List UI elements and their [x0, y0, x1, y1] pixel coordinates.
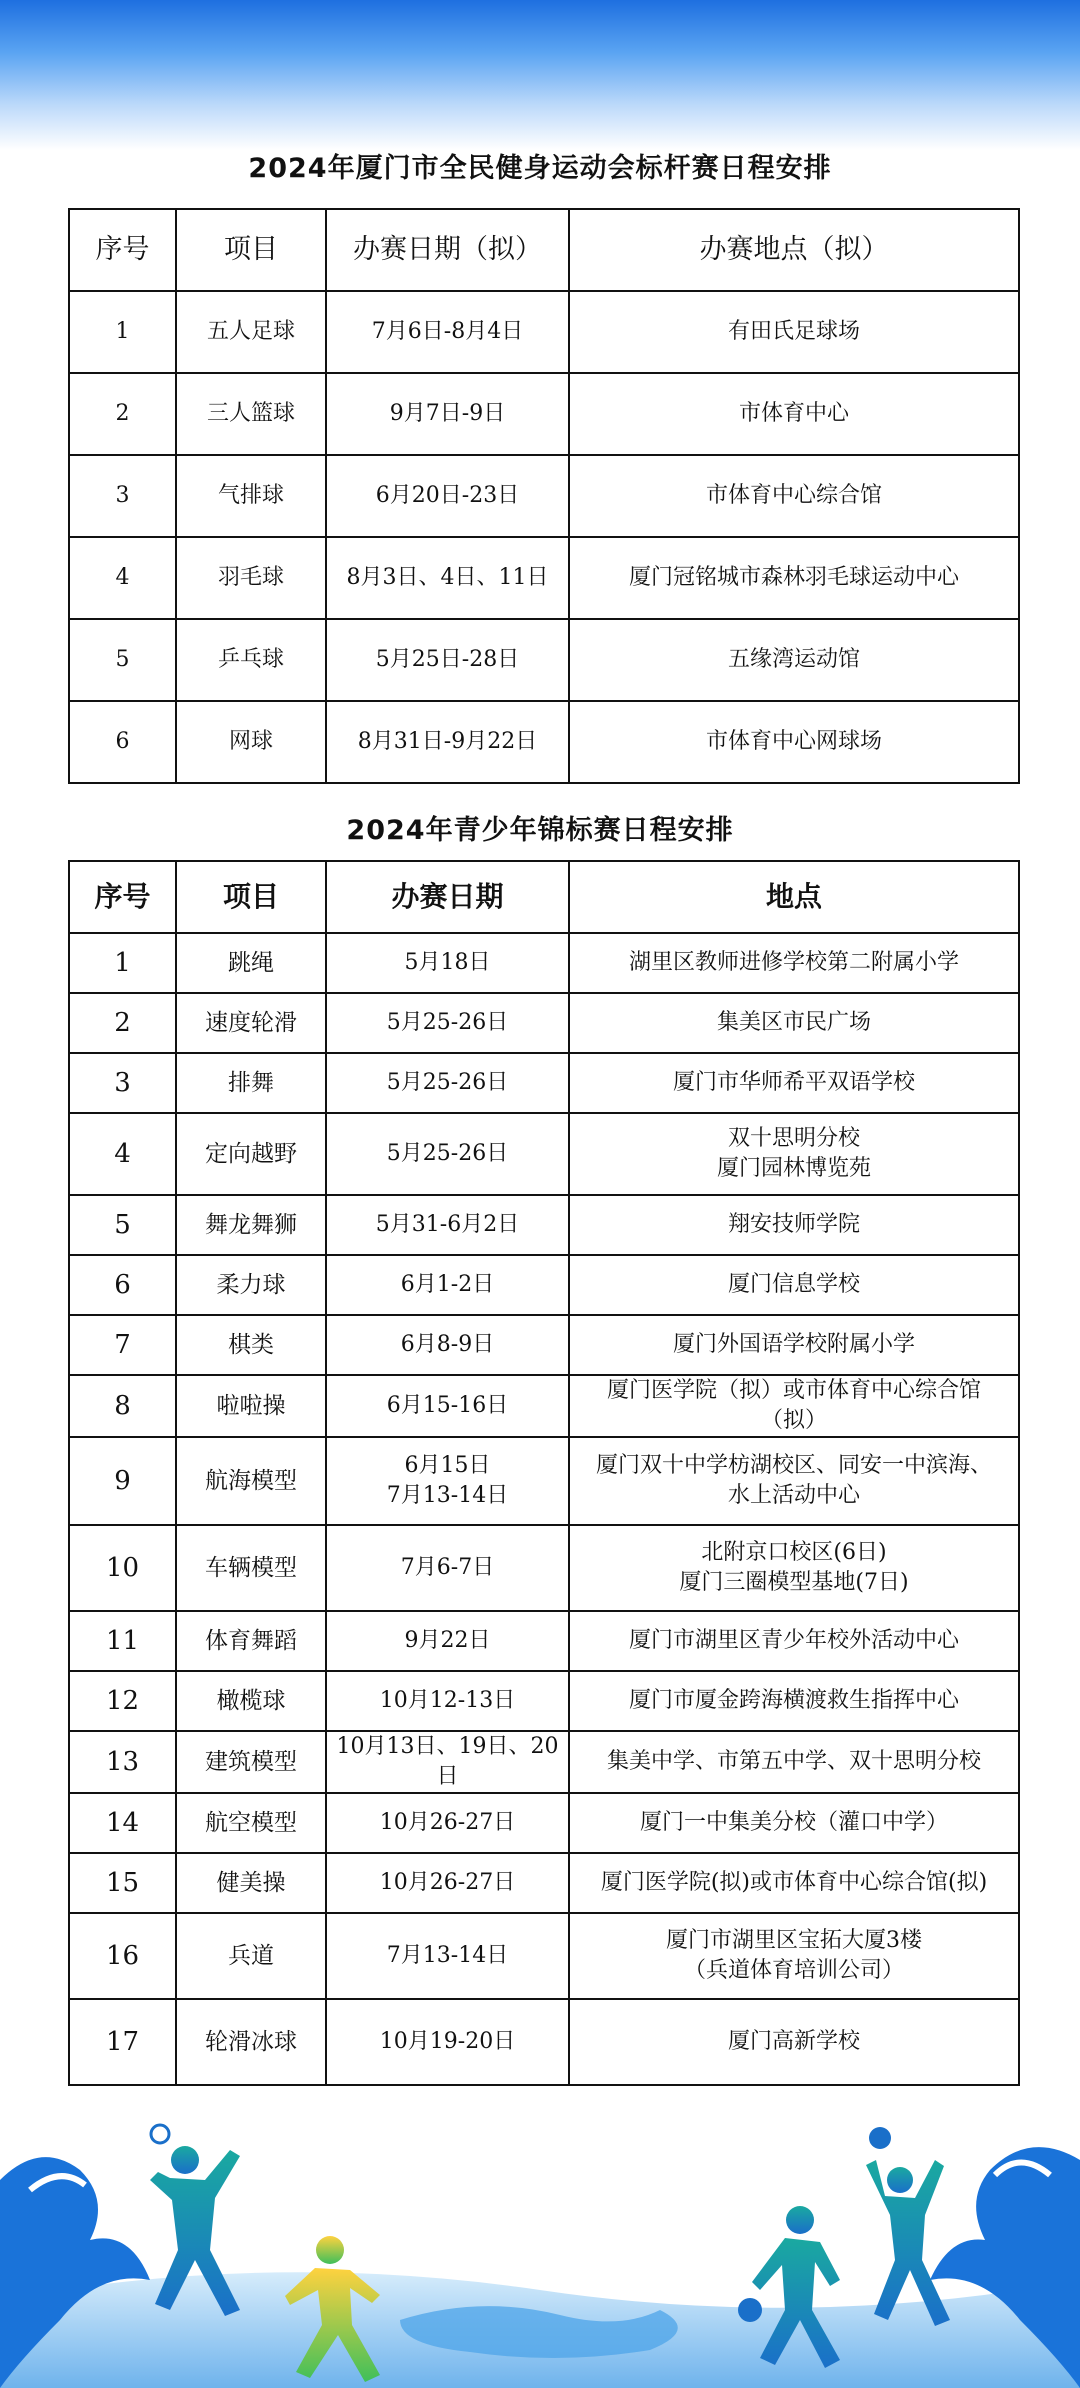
cell-index: 5: [69, 1195, 176, 1255]
volleyball-icon: [869, 2127, 891, 2149]
cell-event: 棋类: [176, 1315, 326, 1375]
table-row: [69, 1053, 1019, 1113]
cell-event: 健美操: [176, 1853, 326, 1913]
table-row: [69, 1113, 1019, 1195]
cell-index: 10: [69, 1525, 176, 1611]
cell-date: 5月25-26日: [326, 1113, 569, 1195]
cell-event: 轮滑冰球: [176, 1999, 326, 2085]
table-row: [69, 1731, 1019, 1793]
cell-date: 5月25日-28日: [326, 619, 569, 701]
table-row: [69, 1611, 1019, 1671]
cell-event: 航海模型: [176, 1437, 326, 1525]
cell-date: 6月1-2日: [326, 1255, 569, 1315]
cell-index: 1: [69, 291, 176, 373]
header-event: 项目: [176, 861, 326, 933]
cell-date: 10月13日、19日、20日: [326, 1731, 569, 1793]
table-row: [69, 993, 1019, 1053]
shuttlecock-icon: [151, 2125, 169, 2143]
cell-index: 2: [69, 373, 176, 455]
cell-index: 4: [69, 537, 176, 619]
cell-date: 6月8-9日: [326, 1315, 569, 1375]
table-row: [69, 1315, 1019, 1375]
cell-venue: 有田氏足球场: [569, 291, 1019, 373]
cell-index: 11: [69, 1611, 176, 1671]
cell-date: 10月12-13日: [326, 1671, 569, 1731]
schedule-table-benchmark: [68, 208, 1020, 784]
table-row: [69, 933, 1019, 993]
cell-date: 6月15日 7月13-14日: [326, 1437, 569, 1525]
cell-date: 9月7日-9日: [326, 373, 569, 455]
cell-date: 9月22日: [326, 1611, 569, 1671]
cell-index: 6: [69, 1255, 176, 1315]
cell-venue: 集美中学、市第五中学、双十思明分校: [569, 1731, 1019, 1793]
header-event: 项目: [176, 209, 326, 291]
cell-date: 8月3日、4日、11日: [326, 537, 569, 619]
cell-index: 2: [69, 993, 176, 1053]
cell-venue: 厦门医学院（拟）或市体育中心综合馆 （拟）: [569, 1375, 1019, 1437]
cell-index: 17: [69, 1999, 176, 2085]
cell-venue: 厦门冠铭城市森林羽毛球运动中心: [569, 537, 1019, 619]
cell-event: 乒乓球: [176, 619, 326, 701]
table-row: [69, 1437, 1019, 1525]
cell-event: 啦啦操: [176, 1375, 326, 1437]
cell-event: 五人足球: [176, 291, 326, 373]
table-row: [69, 1853, 1019, 1913]
table-row: [69, 1793, 1019, 1853]
cell-venue: 翔安技师学院: [569, 1195, 1019, 1255]
cell-date: 10月26-27日: [326, 1793, 569, 1853]
header-index: 序号: [69, 209, 176, 291]
header-venue: 办赛地点（拟）: [569, 209, 1019, 291]
basketball-icon: [738, 2298, 762, 2322]
cell-index: 1: [69, 933, 176, 993]
cell-venue: 五缘湾运动馆: [569, 619, 1019, 701]
cell-venue: 市体育中心: [569, 373, 1019, 455]
cell-event: 跳绳: [176, 933, 326, 993]
cell-venue: 厦门双十中学枋湖校区、同安一中滨海、 水上活动中心: [569, 1437, 1019, 1525]
cell-date: 5月31-6月2日: [326, 1195, 569, 1255]
table-row: [69, 537, 1019, 619]
cell-date: 5月25-26日: [326, 993, 569, 1053]
table-row: [69, 619, 1019, 701]
cell-index: 9: [69, 1437, 176, 1525]
cell-event: 气排球: [176, 455, 326, 537]
cell-venue: 厦门市湖里区宝拓大厦3楼 （兵道体育培训公司）: [569, 1913, 1019, 1999]
cell-date: 7月6-7日: [326, 1525, 569, 1611]
table-row: [69, 455, 1019, 537]
cell-event: 三人篮球: [176, 373, 326, 455]
cell-event: 兵道: [176, 1913, 326, 1999]
cell-venue: 厦门一中集美分校（灌口中学）: [569, 1793, 1019, 1853]
cell-event: 舞龙舞狮: [176, 1195, 326, 1255]
table-row: [69, 1525, 1019, 1611]
cell-venue: 双十思明分校 厦门园林博览苑: [569, 1113, 1019, 1195]
cell-date: 7月6日-8月4日: [326, 291, 569, 373]
table-row: [69, 1913, 1019, 1999]
cell-event: 网球: [176, 701, 326, 783]
header-venue: 地点: [569, 861, 1019, 933]
cell-venue: 集美区市民广场: [569, 993, 1019, 1053]
table-header-row: [69, 861, 1019, 933]
cell-index: 3: [69, 455, 176, 537]
cell-date: 10月19-20日: [326, 1999, 569, 2085]
cell-index: 13: [69, 1731, 176, 1793]
cell-date: 8月31日-9月22日: [326, 701, 569, 783]
cell-index: 4: [69, 1113, 176, 1195]
cell-date: 5月25-26日: [326, 1053, 569, 1113]
header-index: 序号: [69, 861, 176, 933]
cell-event: 建筑模型: [176, 1731, 326, 1793]
cell-date: 5月18日: [326, 933, 569, 993]
cell-date: 10月26-27日: [326, 1853, 569, 1913]
cell-venue: 市体育中心网球场: [569, 701, 1019, 783]
cell-venue: 厦门市厦金跨海横渡救生指挥中心: [569, 1671, 1019, 1731]
cell-index: 7: [69, 1315, 176, 1375]
cell-venue: 厦门高新学校: [569, 1999, 1019, 2085]
cell-event: 排舞: [176, 1053, 326, 1113]
cell-venue: 厦门市湖里区青少年校外活动中心: [569, 1611, 1019, 1671]
table-row: [69, 1375, 1019, 1437]
table-row: [69, 1255, 1019, 1315]
cell-index: 3: [69, 1053, 176, 1113]
cell-event: 体育舞蹈: [176, 1611, 326, 1671]
cell-venue: 市体育中心综合馆: [569, 455, 1019, 537]
cell-index: 8: [69, 1375, 176, 1437]
table-row: [69, 701, 1019, 783]
cell-event: 橄榄球: [176, 1671, 326, 1731]
cell-date: 7月13-14日: [326, 1913, 569, 1999]
footer-sports-illustration: [0, 2120, 1080, 2388]
cell-event: 航空模型: [176, 1793, 326, 1853]
cell-event: 柔力球: [176, 1255, 326, 1315]
cell-event: 车辆模型: [176, 1525, 326, 1611]
cell-date: 6月20日-23日: [326, 455, 569, 537]
cell-event: 速度轮滑: [176, 993, 326, 1053]
schedule-table-youth: [68, 860, 1020, 2086]
table-row: [69, 291, 1019, 373]
header-date: 办赛日期（拟）: [326, 209, 569, 291]
cell-event: 定向越野: [176, 1113, 326, 1195]
cell-date: 6月15-16日: [326, 1375, 569, 1437]
top-gradient-band: [0, 0, 1080, 150]
section2-title: 2024年青少年锦标赛日程安排: [346, 815, 734, 846]
cell-index: 14: [69, 1793, 176, 1853]
cell-venue: 厦门外国语学校附属小学: [569, 1315, 1019, 1375]
cell-index: 16: [69, 1913, 176, 1999]
cell-index: 6: [69, 701, 176, 783]
cell-venue: 北附京口校区(6日) 厦门三圈模型基地(7日): [569, 1525, 1019, 1611]
cell-venue: 湖里区教师进修学校第二附属小学: [569, 933, 1019, 993]
cell-venue: 厦门市华师希平双语学校: [569, 1053, 1019, 1113]
header-date: 办赛日期: [326, 861, 569, 933]
table-row: [69, 1671, 1019, 1731]
table-header-row: [69, 209, 1019, 291]
volleyball-player-figure: [866, 2160, 950, 2326]
section1-title: 2024年厦门市全民健身运动会标杆赛日程安排: [248, 153, 832, 184]
table-row: [69, 373, 1019, 455]
cell-event: 羽毛球: [176, 537, 326, 619]
cell-venue: 厦门医学院(拟)或市体育中心综合馆(拟): [569, 1853, 1019, 1913]
table-row: [69, 1999, 1019, 2085]
cell-index: 5: [69, 619, 176, 701]
cell-index: 15: [69, 1853, 176, 1913]
table-row: [69, 1195, 1019, 1255]
cell-index: 12: [69, 1671, 176, 1731]
cell-venue: 厦门信息学校: [569, 1255, 1019, 1315]
